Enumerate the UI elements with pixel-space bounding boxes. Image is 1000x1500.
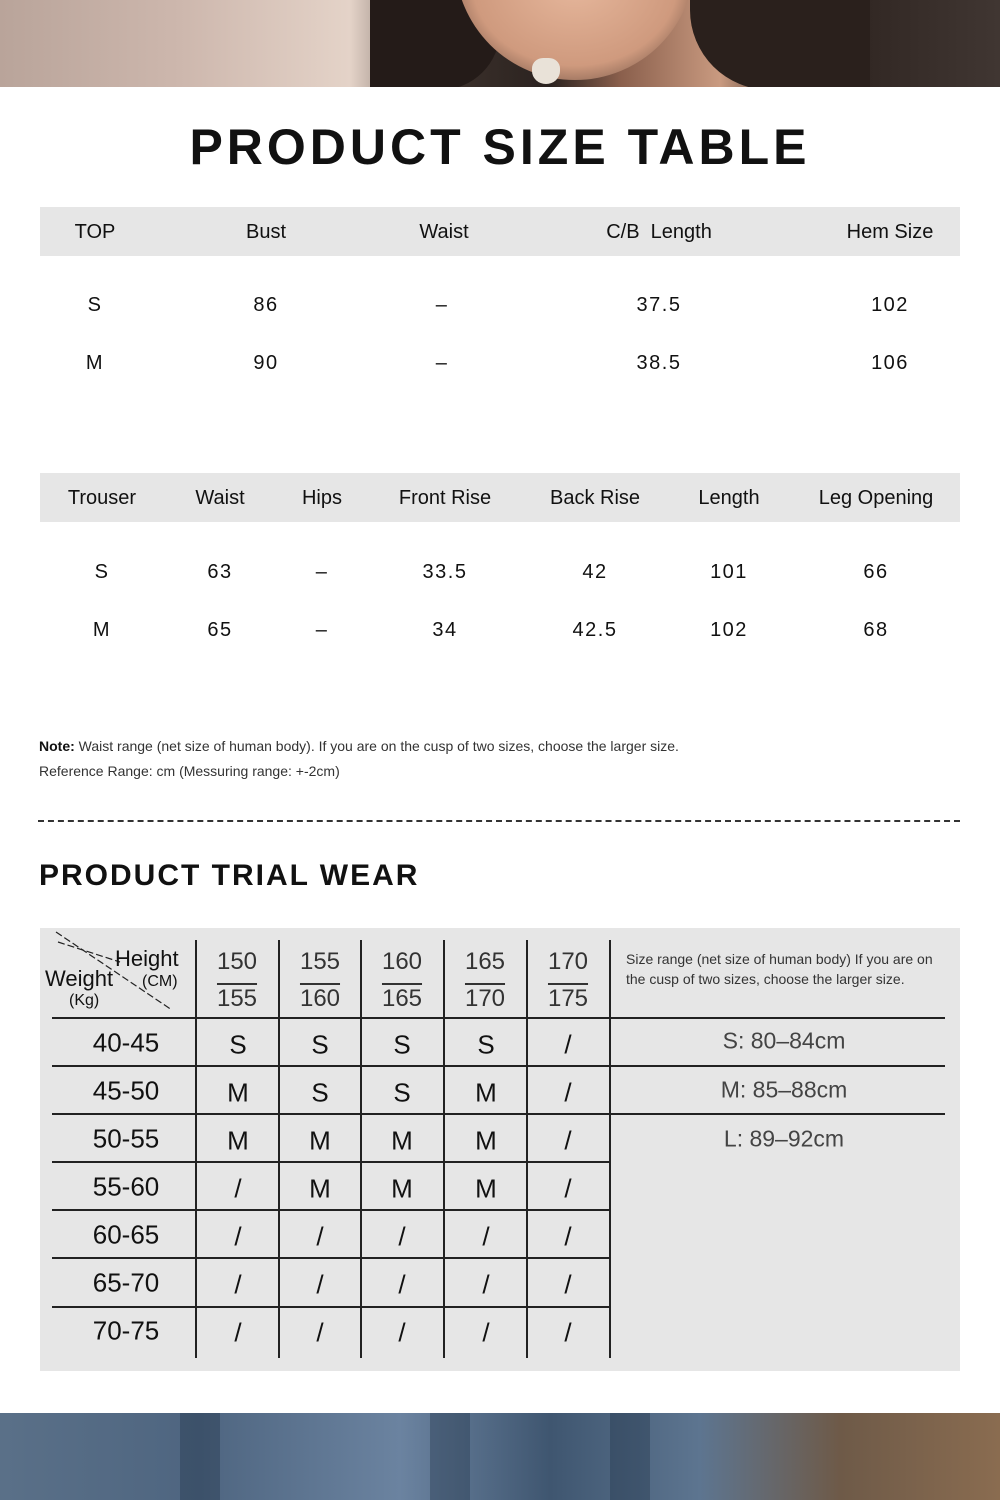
grid-line <box>443 940 445 1358</box>
trouser-header-cell: Length <box>698 487 760 509</box>
size-cell: / <box>234 1173 242 1204</box>
top-cell: 38.5 <box>636 352 682 374</box>
size-cell: / <box>316 1269 324 1300</box>
grid-line <box>195 940 197 1358</box>
trouser-cell: 66 <box>863 561 889 583</box>
trouser-header-cell: Hips <box>301 487 343 509</box>
size-cell: / <box>564 1221 572 1252</box>
earring-shape <box>532 58 560 84</box>
size-cell: S <box>393 1077 411 1108</box>
weight-range: 55-60 <box>92 1171 160 1202</box>
weight-range: 60-65 <box>92 1219 160 1250</box>
height-range-header <box>300 943 340 1017</box>
bottom-photo <box>0 1413 1000 1500</box>
size-range-note: Size range (net size of human body) If you are on the cusp of two sizes, choose the larger size. <box>626 951 933 987</box>
size-cell: M <box>309 1173 331 1204</box>
grid-line <box>52 1257 610 1259</box>
grid-line <box>52 1306 610 1308</box>
trouser-cell: 65 <box>207 619 233 641</box>
top-header-cell: Bust <box>245 221 287 243</box>
reference-range: Reference Range: cm (Messuring range: +-2cm) <box>39 763 340 779</box>
trouser-cell: – <box>315 561 329 583</box>
grid-line <box>52 1017 945 1019</box>
height-range-from: 170 <box>547 948 589 975</box>
weight-axis-label: Weight <box>45 966 114 991</box>
fabric-fold <box>610 1413 650 1500</box>
size-cell: / <box>482 1221 490 1252</box>
weight-range: 45-50 <box>92 1075 160 1106</box>
top-header-cell: C/B Length <box>606 221 712 243</box>
size-cell: / <box>482 1269 490 1300</box>
hair-shape <box>690 0 870 87</box>
height-range-from: 160 <box>381 948 423 975</box>
trouser-cell: 68 <box>863 619 889 641</box>
height-range-from: 150 <box>216 948 258 975</box>
section-divider <box>38 820 960 822</box>
top-header-cell: TOP <box>74 221 116 243</box>
page-title: PRODUCT SIZE TABLE <box>189 119 811 175</box>
size-cell: M <box>475 1125 497 1156</box>
height-range-to: 155 <box>216 985 258 1012</box>
grid-line <box>52 1065 945 1067</box>
trouser-cell: 63 <box>207 561 233 583</box>
grid-line <box>360 940 362 1358</box>
grid-line <box>52 1209 610 1211</box>
top-header-cell: Hem Size <box>846 221 934 243</box>
grid-line <box>609 940 611 1358</box>
size-cell: M <box>227 1077 249 1108</box>
size-range: M: 85–88cm <box>720 1076 848 1103</box>
size-cell: / <box>564 1317 572 1348</box>
size-cell: M <box>391 1125 413 1156</box>
size-cell: S <box>311 1077 329 1108</box>
top-cell: – <box>435 294 449 316</box>
size-cell: M <box>475 1173 497 1204</box>
note-label: Note: <box>39 738 75 754</box>
top-photo <box>0 0 1000 87</box>
fabric-fold <box>430 1413 470 1500</box>
size-range: S: 80–84cm <box>722 1027 846 1054</box>
top-cell: 90 <box>253 352 279 374</box>
height-axis-label: Height <box>115 946 179 971</box>
note-line <box>39 738 679 754</box>
weight-range: 70-75 <box>92 1315 160 1346</box>
trouser-cell: 42.5 <box>572 619 618 641</box>
size-cell: M <box>391 1173 413 1204</box>
size-cell: / <box>564 1173 572 1204</box>
height-range-header <box>217 943 257 1017</box>
size-cell: / <box>316 1221 324 1252</box>
height-range-to: 170 <box>464 985 506 1012</box>
face-shape <box>455 0 695 80</box>
size-cell: S <box>229 1029 247 1060</box>
trouser-header-cell: Front Rise <box>398 487 492 509</box>
size-cell: / <box>482 1317 490 1348</box>
size-cell: / <box>564 1125 572 1156</box>
trial-wear-title: PRODUCT TRIAL WEAR <box>39 859 420 892</box>
height-range-from: 165 <box>464 948 506 975</box>
size-cell: S <box>393 1029 411 1060</box>
top-header-cell: Waist <box>419 221 469 243</box>
height-range-header <box>382 943 422 1017</box>
height-range-header <box>548 943 588 1017</box>
grid-line <box>278 940 280 1358</box>
trouser-cell: 42 <box>582 561 608 583</box>
size-cell: S <box>477 1029 495 1060</box>
size-cell: / <box>564 1029 572 1060</box>
kg-unit-label: (Kg) <box>69 992 100 1009</box>
top-cell: 106 <box>871 352 909 374</box>
size-cell: / <box>316 1317 324 1348</box>
cm-unit-label: (CM) <box>142 973 178 990</box>
trouser-header-cell: Leg Opening <box>818 487 934 509</box>
height-range-to: 160 <box>299 985 341 1012</box>
top-cell: S <box>87 294 103 316</box>
trial-wear-table <box>40 928 960 1371</box>
height-range-to: 175 <box>547 985 589 1012</box>
weight-range: 40-45 <box>92 1027 160 1058</box>
trouser-cell: 102 <box>710 619 748 641</box>
weight-range: 50-55 <box>92 1123 160 1154</box>
height-range-to: 165 <box>381 985 423 1012</box>
trouser-cell: 34 <box>432 619 458 641</box>
weight-range: 65-70 <box>92 1267 160 1298</box>
trouser-cell: 101 <box>710 561 748 583</box>
size-cell: M <box>227 1125 249 1156</box>
top-cell: M <box>85 352 105 374</box>
size-cell: M <box>309 1125 331 1156</box>
size-range: L: 89–92cm <box>723 1125 845 1152</box>
top-cell: 86 <box>253 294 279 316</box>
size-cell: / <box>234 1221 242 1252</box>
top-cell: 102 <box>871 294 909 316</box>
trouser-cell: M <box>92 619 112 641</box>
note-text: Waist range (net size of human body). If you are on the cusp of two sizes, choose the larger size. <box>74 738 679 754</box>
size-cell: / <box>398 1317 406 1348</box>
size-cell: / <box>234 1317 242 1348</box>
size-cell: / <box>564 1269 572 1300</box>
trouser-cell: – <box>315 619 329 641</box>
size-cell: / <box>234 1269 242 1300</box>
grid-line <box>526 940 528 1358</box>
size-cell: / <box>398 1221 406 1252</box>
fabric-fold <box>180 1413 220 1500</box>
height-range-header <box>465 943 505 1017</box>
trouser-cell: 33.5 <box>422 561 468 583</box>
grid-line <box>52 1161 610 1163</box>
top-table-header <box>40 207 960 256</box>
trouser-header-cell: Waist <box>195 487 245 509</box>
size-cell: S <box>311 1029 329 1060</box>
trouser-cell: S <box>94 561 110 583</box>
size-cell: / <box>398 1269 406 1300</box>
grid-line <box>52 1113 945 1115</box>
trouser-header-cell: Trouser <box>67 487 137 509</box>
size-cell: / <box>564 1077 572 1108</box>
top-cell: – <box>435 352 449 374</box>
height-range-from: 155 <box>299 948 341 975</box>
top-cell: 37.5 <box>636 294 682 316</box>
size-cell: M <box>475 1077 497 1108</box>
trouser-header-cell: Back Rise <box>549 487 641 509</box>
